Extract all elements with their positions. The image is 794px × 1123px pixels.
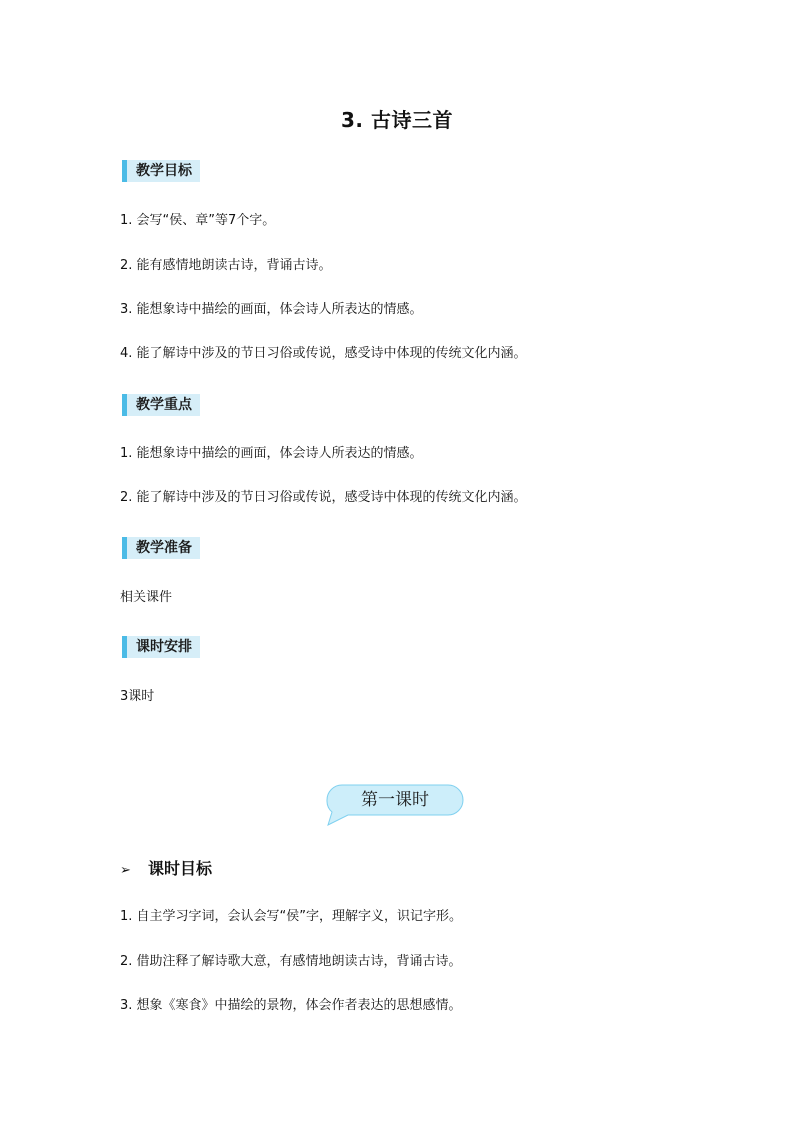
lesson-goals-heading-text: 课时目标 — [148, 859, 213, 878]
goal-item: 4. 能了解诗中涉及的节日习俗或传说，感受诗中体现的传统文化内涵。 — [120, 346, 527, 361]
lesson-goal-item: 3. 想象《寒食》中描绘的景物，体会作者表达的思想感情。 — [120, 998, 462, 1013]
lesson-goals-heading — [120, 858, 212, 882]
lesson-badge — [326, 784, 464, 818]
goal-item: 1. 会写“侯、章”等7个字。 — [120, 213, 276, 228]
section-label-key-points: 教学重点 — [122, 394, 200, 416]
section-label-preparation: 教学准备 — [122, 537, 200, 559]
schedule-text: 3课时 — [120, 689, 155, 704]
preparation-text: 相关课件 — [120, 590, 173, 605]
section-label-goals: 教学目标 — [122, 160, 200, 182]
arrow-bullet-icon: ➢ — [120, 863, 131, 878]
key-point-item: 2. 能了解诗中涉及的节日习俗或传说，感受诗中体现的传统文化内涵。 — [120, 490, 527, 505]
lesson-badge-label: 第一课时 — [361, 790, 429, 810]
key-point-item: 1. 能想象诗中描绘的画面，体会诗人所表达的情感。 — [120, 446, 423, 461]
section-label-schedule: 课时安排 — [122, 636, 200, 658]
goal-item: 3. 能想象诗中描绘的画面，体会诗人所表达的情感。 — [120, 302, 423, 317]
lesson-goal-item: 2. 借助注释了解诗歌大意，有感情地朗读古诗，背诵古诗。 — [120, 954, 462, 969]
page-title: 3. 古诗三首 — [341, 108, 453, 132]
lesson-goal-item: 1. 自主学习字词，会认会写“侯”字，理解字义，识记字形。 — [120, 909, 463, 924]
goal-item: 2. 能有感情地朗读古诗，背诵古诗。 — [120, 258, 332, 273]
